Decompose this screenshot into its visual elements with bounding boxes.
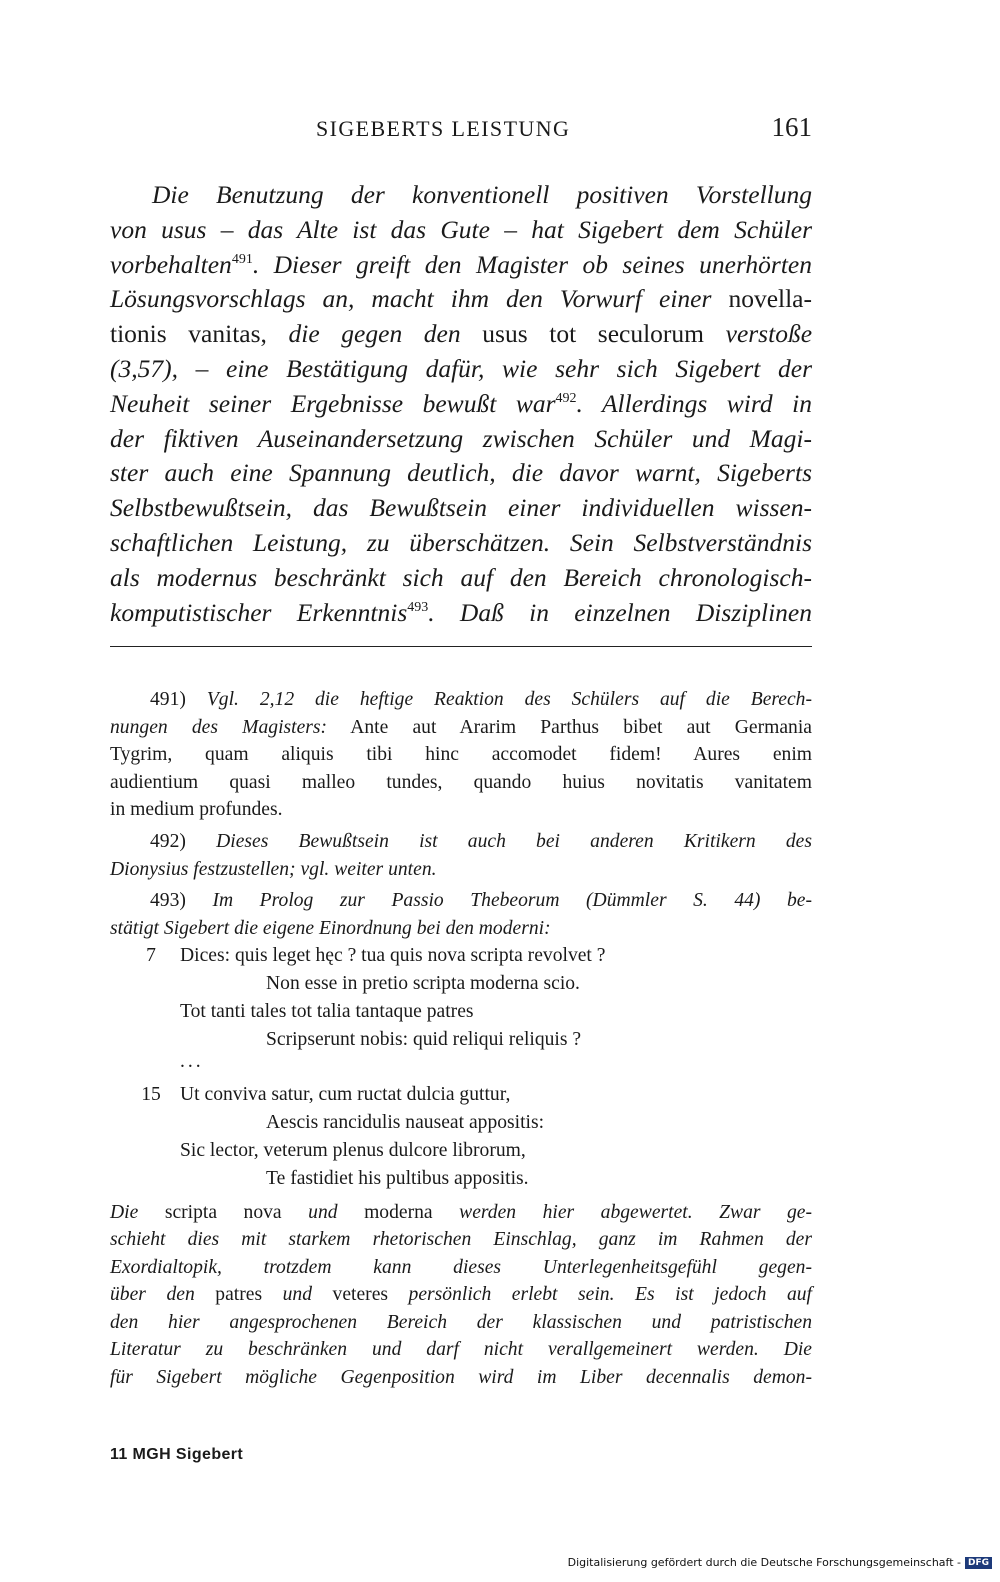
body-line: schaftlichen Leistung, zu überschätzen. Sein Selbstverständnis	[110, 527, 812, 557]
verse-line: 15 Ut conviva satur, cum ructat dulcia guttur,	[110, 1081, 812, 1109]
verse-line: Te fastidiet his pultibus appositis.	[266, 1167, 529, 1189]
footnote-ref-493[interactable]: 493	[407, 599, 429, 615]
verse-line: 7 Dices: quis leget hęc ? tua quis nova scripta revolvet ?	[110, 942, 812, 970]
body-line: vorbehalten$^{491}$. Dieser greift den Magister ob seines unerhörten	[110, 249, 812, 279]
footnote-493: 493) Im Prolog zur Passio Thebeorum (Dümmler S. 44) be- stätigt Sigebert die eigene Einordnung bei den moderni: 7 Dices: quis leget hęc ? tua quis nova scripta revolvet ? Non esse in pretio scripta moderna scio. Tot tanti tales tot talia tantaque patres Scripserunt nobis: quid reliqui reliquis ? ... 15 Ut conviva satur, cum ructat dulcia guttur, Aescis rancidulis nauseat appositis: Sic lector, veterum plenus dulcore librorum, Te fastidiet his pultibus appositis. Die scripta nova und moderna werden hier abgewertet. Zwar ge- schieht dies mit starkem rhetorischen Einschlag, ganz im Rahmen der Exordialtopik, trotzdem kann dieses Unterlegenheitsgefühl gegen- über den patres und veteres persönlich erlebt sein. Es ist jedoch auf den hier angesprochenen Bereich der klassischen und patristischen Literatur zu beschränken und darf nicht verallgemeinert werden. Die für Sigebert mögliche Gegenposition wird im Liber decennalis demon-	[110, 887, 812, 1392]
dfg-logo-icon: DFG	[965, 1557, 992, 1569]
main-paragraph	[110, 178, 812, 630]
body-line: Selbstbewußtsein, das Bewußtsein einer individuellen wissen-	[110, 493, 812, 523]
body-line: der fiktiven Auseinandersetzung zwischen Schüler und Magi-	[110, 423, 812, 453]
body-line: Neuheit seiner Ergebnisse bewußt war$^{492}$. Allerdings wird in	[110, 388, 812, 418]
dfg-credit	[568, 1556, 992, 1569]
verse-ellipsis: ...	[180, 1050, 204, 1072]
verse-line: Aescis rancidulis nauseat appositis:	[266, 1112, 545, 1134]
footnote-number: 492)	[150, 830, 186, 852]
body-line: ster auch eine Spannung deutlich, die davor warnt, Sigeberts	[110, 458, 812, 488]
verse-line: Tot tanti tales tot talia tantaque patres	[180, 1000, 474, 1022]
footnote-492: 492) Dieses Bewußtsein ist auch bei anderen Kritikern des Dionysius festzustellen; vgl. weiter unten.	[110, 830, 812, 880]
verse-line: Non esse in pretio scripta moderna scio.	[266, 973, 580, 995]
body-line: Lösungsvorschlags an, macht ihm den Vorwurf einer novella-	[110, 284, 812, 314]
body-line: (3,57), – eine Bestätigung dafür, wie sehr sich Sigebert der	[110, 353, 812, 383]
footnote-ref-492[interactable]: 492	[555, 390, 577, 406]
footnotes	[110, 686, 812, 1396]
footnote-number: 493)	[150, 890, 186, 912]
body-line: tionis vanitas, die gegen den usus tot seculorum verstoße	[110, 319, 813, 349]
verse-line: Scripserunt nobis: quid reliqui reliquis ?	[266, 1028, 582, 1050]
running-header	[110, 112, 812, 152]
page-number: 161	[771, 112, 812, 142]
verse-number: 15	[141, 1084, 161, 1106]
footnote-commentary: Die scripta nova und moderna werden hier abgewertet. Zwar ge- schieht dies mit starkem rhetorischen Einschlag, ganz im Rahmen der Exordialtopik, trotzdem kann dieses Unterlegenheitsgefühl gegen- über den patres und veteres persönlich erlebt sein. Es ist jedoch auf den hier angesprochenen Bereich der klassischen und patristischen Literatur zu beschränken und darf nicht verallgemeinert werden. Die für Sigebert mögliche Gegenposition wird im Liber decennalis demon-	[110, 1201, 813, 1389]
verse-number: 7	[146, 945, 156, 967]
running-title: SIGEBERTS LEISTUNG	[316, 116, 571, 141]
verse-quotation	[110, 942, 812, 1192]
verse-line: Sic lector, veterum plenus dulcore librorum,	[180, 1139, 526, 1161]
footnote-491: 491) Vgl. 2,12 die heftige Reaktion des Schülers auf die Berech- nungen des Magisters: Ante aut Ararim Parthus bibet aut Germania Tygrim, quam aliquis tibi hinc accomodet fidem! Aures enim audientium quasi malleo tundes, quando huius novitatis vanitatem in medium profundes.	[110, 689, 812, 821]
footnote-ref-491[interactable]: 491	[231, 251, 253, 267]
body-line: Die Benutzung der konventionell positiven Vorstellung	[152, 180, 812, 209]
body-line: komputistischer Erkenntnis$^{493}$. Daß in einzelnen Disziplinen	[110, 597, 812, 627]
signature-mark: 11 MGH Sigebert	[110, 1446, 244, 1463]
dfg-credit-text: Digitalisierung gefördert durch die Deutsche Forschungsgemeinschaft -	[567, 1556, 961, 1569]
footnote-separator	[110, 646, 812, 647]
body-line: als modernus beschränkt sich auf den Bereich chronologisch-	[110, 562, 812, 592]
body-line: von usus – das Alte ist das Gute – hat Sigebert dem Schüler	[110, 214, 812, 244]
footnote-number: 491)	[150, 689, 186, 710]
